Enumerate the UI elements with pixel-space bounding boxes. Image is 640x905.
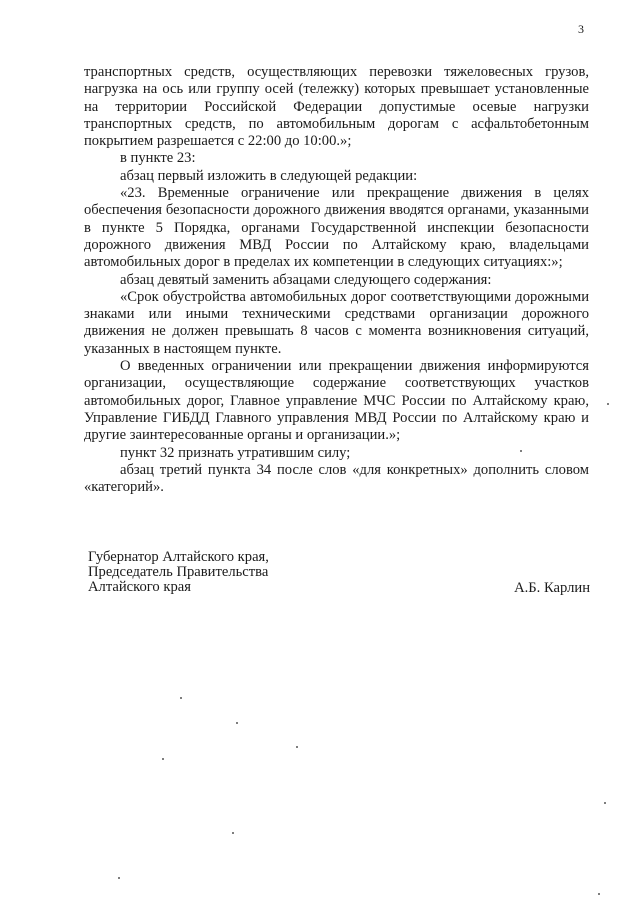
scan-speck (598, 893, 600, 895)
scan-speck (607, 403, 609, 405)
signatory-title-line: Губернатор Алтайского края, (88, 549, 269, 565)
signatory-name: А.Б. Карлин (514, 580, 590, 596)
document-body (84, 64, 589, 496)
page-number: 3 (578, 22, 584, 36)
paragraph: в пункте 23: (120, 150, 196, 167)
paragraph: «23. Временные ограничение или прекращение движения в целях обеспечения безопасности дорожного движения вводятся органами, указанными в пункте 5 Порядка, органами Государственной инспекции безопасности дорожного движения МВД России по Алтайскому краю, владельцами автомобильных дорог в пределах их компетенции в следующих ситуациях:»; (84, 185, 589, 271)
paragraph: абзац первый изложить в следующей редакции: (120, 167, 418, 184)
paragraph: пункт 32 признать утратившим силу; (120, 444, 351, 461)
signatory-title-line: Председатель Правительства (88, 564, 269, 580)
scan-speck (520, 450, 522, 452)
signatory-title-line: Алтайского края (88, 579, 191, 595)
scan-speck (236, 722, 238, 724)
paragraph: О введенных ограничении или прекращении движения информируются организации, осуществляющие содержание соответствующих участков автомобильных дорог, Главное управление МЧС России по Алтайскому краю, Управление ГИБДД Главного управления МВД России по Алтайскому краю и другие заинтересованные органы и организации.»; (84, 358, 589, 444)
scan-speck (232, 832, 234, 834)
scan-speck (296, 746, 298, 748)
paragraph: абзац третий пункта 34 после слов «для конкретных» дополнить словом «категорий». (84, 461, 589, 496)
scan-speck (180, 697, 182, 699)
scan-speck (118, 877, 120, 879)
scan-speck (604, 802, 606, 804)
paragraph: абзац девятый заменить абзацами следующего содержания: (120, 271, 492, 288)
paragraph: «Срок обустройства автомобильных дорог соответствующими дорожными знаками или иными техническими средствами организации дорожного движения не должен превышать 8 часов с момента возникновения ситуаций, указанных в настоящем пункте. (84, 288, 589, 357)
paragraph: транспортных средств, осуществляющих перевозки тяжеловесных грузов, нагрузка на ось или группу осей (тележку) которых превышает установленные на территории Российской Федерации допустимые осевые нагрузки транспортных средств, по автомобильным дорогам с асфальтобетонным покрытием разрешается с 22:00 до 10:00.»; (84, 64, 589, 150)
scan-speck (162, 758, 164, 760)
signature-block (88, 550, 590, 595)
